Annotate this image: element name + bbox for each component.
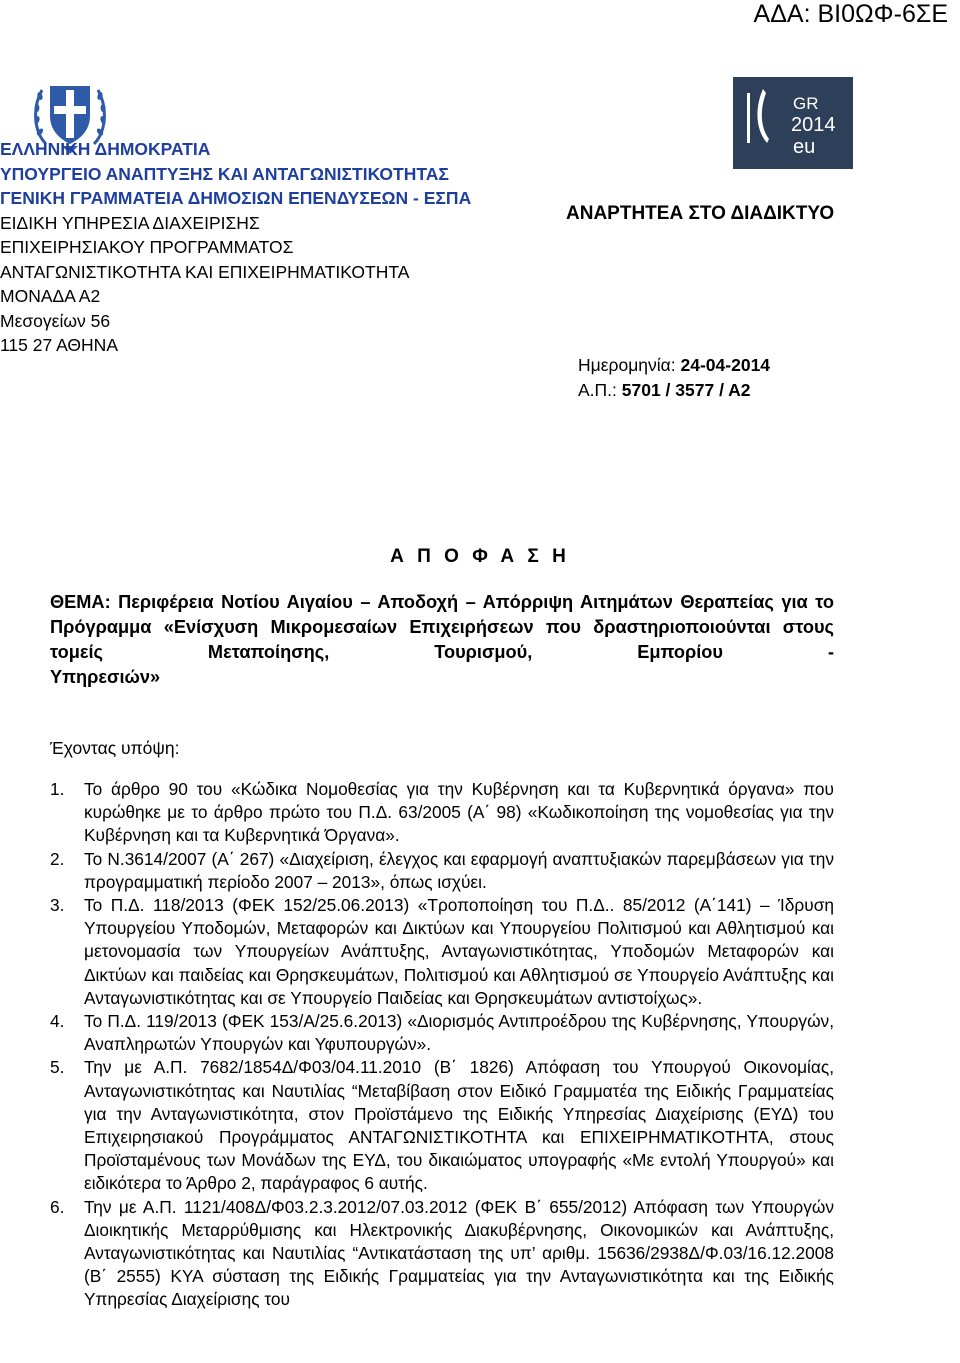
issuing-authority-block — [0, 137, 560, 358]
item-number: 5. — [50, 1057, 65, 1078]
authority-line: ΕΛΛΗΝΙΚΗ ΔΗΜΟΚΡΑΤΙΑ — [0, 139, 211, 159]
ada-code: ΑΔΑ: ΒΙ0ΩΦ-6ΣΕ — [753, 0, 948, 28]
decision-title: Α Π Ο Φ Α Σ Η — [390, 546, 570, 567]
item-number: 3. — [50, 895, 65, 916]
item-text: Το άρθρο 90 του «Κώδικα Νομοθεσίας για την Κυβέρνηση και τα Κυβερνητικά όργανα» που κυρώθηκε με το άρθρο πρώτο του Π.Δ. 63/2005 (Α΄ 98) «Κωδικοποίηση της νομοθεσίας για την Κυβέρνηση και τα Κυβερνητικά Όργανα». — [84, 779, 834, 846]
address-line: 115 27 ΑΘΗΝΑ — [0, 335, 118, 355]
decision-subject — [50, 590, 834, 690]
protocol-row — [578, 378, 770, 403]
item-number: 2. — [50, 848, 65, 869]
protocol-label: Α.Π.: — [578, 380, 622, 400]
document-meta — [578, 353, 770, 403]
address-line: Μεσογείων 56 — [0, 310, 111, 331]
list-item — [50, 1196, 834, 1312]
item-text: Την με Α.Π. 1121/408Δ/Φ03.2.3.2012/07.03.2012 (ΦΕΚ Β΄ 655/2012) Απόφαση των Υπουργών Διοικητικής Μεταρρύθμισης και Ηλεκτρονικής Διακυβέρνησης, Οικονομικών και Ανάπτυξης, Ανταγωνιστικότητας και Ναυτιλίας “Αντικατάσταση της υπ’ αριθμ. 15636/2938Δ/Φ.03/16.12.2008 (Β΄ 2555) ΚΥΑ σύσταση της Ειδικής Γραμματείας για την Ανταγωνιστικότητα και της Ειδικής Υπηρεσίας Διαχείρισης του — [84, 1196, 834, 1310]
eu-logo-eu: eu — [793, 136, 816, 158]
considerations-list — [50, 778, 834, 1312]
item-text: Το Ν.3614/2007 (Α΄ 267) «Διαχείριση, έλεγχος και εφαρμογή αναπτυξιακών παρεμβάσεων για την προγραμματική περίοδο 2007 – 2013», όπως ισχύει. — [84, 848, 834, 892]
item-text: Το Π.Δ. 119/2013 (ΦΕΚ 153/Α/25.6.2013) «Διορισμός Αντιπροέδρου της Κυβέρνησης, Υπουργών, Αναπληρωτών Υπουργών και Υφυπουργών». — [84, 1011, 834, 1055]
item-number: 4. — [50, 1011, 65, 1032]
date-value: 24-04-2014 — [680, 355, 771, 375]
subject-text: ΘΕΜΑ: Περιφέρεια Νοτίου Αιγαίου – Αποδοχή – Απόρριψη Αιτημάτων Θεραπείας για το Πρόγραμμα «Ενίσχυση Μικρομεσαίων Επιχειρήσεων που δραστηριοποιούνται στους τομείς Μεταποίησης, Τουρισμού, Εμπορίου - — [50, 592, 834, 662]
list-item — [50, 848, 834, 894]
date-row — [578, 353, 770, 378]
list-item — [50, 1056, 834, 1195]
authority-line: ΑΝΤΑΓΩΝΙΣΤΙΚΟΤΗΤΑ ΚΑΙ ΕΠΙΧΕΙΡΗΜΑΤΙΚΟΤΗΤΑ — [0, 261, 410, 282]
authority-line: ΥΠΟΥΡΓΕΙΟ ΑΝΑΠΤΥΞΗΣ ΚΑΙ ΑΝΤΑΓΩΝΙΣΤΙΚΟΤΗΤΑΣ — [0, 163, 449, 184]
list-item — [50, 894, 834, 1010]
authority-line: ΕΠΙΧΕΙΡΗΣΙΑΚΟΥ ΠΡΟΓΡΑΜΜΑΤΟΣ — [0, 237, 294, 257]
item-text: Το Π.Δ. 118/2013 (ΦΕΚ 152/25.06.2013) «Τροποποίηση του Π.Δ.. 85/2012 (Α΄141) – Ίδρυση Υπουργείου Υποδομών, Μεταφορών και Δικτύων και Υπουργείου Πολιτισμού και Αθλητισμού και μετονομασία των Υπουργείων Ανάπτυξης, Ανταγωνιστικότητας, Υποδομών Μεταφορών και Δικτύων και παιδείας και Θρησκευμάτων, Πολιτισμού και Αθλητισμού σε Υπουργείο Ανάπτυξης και Ανταγωνιστικότητας και σε Υπουργείο Παιδείας και Θρησκευμάτων αντιστοίχως». — [84, 895, 834, 1008]
subject-text-end: Υπηρεσιών» — [50, 667, 161, 687]
authority-line: ΓΕΝΙΚΗ ΓΡΑΜΜΑΤΕΙΑ ΔΗΜΟΣΙΩΝ ΕΠΕΝΔΥΣΕΩΝ - ΕΣΠΑ — [0, 188, 472, 208]
item-number: 6. — [50, 1196, 65, 1217]
gr-2014-eu-logo — [733, 77, 853, 169]
publish-online-notice: ΑΝΑΡΤΗΤΕΑ ΣΤΟ ΔΙΑΔΙΚΤΥΟ — [566, 203, 835, 224]
list-item — [50, 1010, 834, 1056]
authority-line: ΕΙΔΙΚΗ ΥΠΗΡΕΣΙΑ ΔΙΑΧΕΙΡΙΣΗΣ — [0, 212, 260, 233]
date-label: Ημερομηνία: — [578, 355, 681, 375]
item-number: 1. — [50, 779, 65, 799]
considering-heading: Έχοντας υπόψη: — [50, 738, 180, 758]
authority-line: ΜΟΝΑΔΑ Α2 — [0, 286, 101, 306]
eu-logo-gr: GR — [793, 94, 819, 113]
eu-logo-year: 2014 — [791, 114, 836, 136]
protocol-value: 5701 / 3577 / Α2 — [621, 380, 751, 400]
list-item — [50, 778, 834, 848]
item-text: Την με Α.Π. 7682/1854Δ/Φ03/04.11.2010 (Β΄ 1826) Απόφαση του Υπουργού Οικονομίας, Ανταγωνιστικότητας και Ναυτιλίας “Μεταβίβαση στον Ειδικό Γραμματέα της Ειδικής Γραμματείας για την Ανταγωνιστικότητα, στον Προϊστάμενο της Ειδικής Υπηρεσίας Διαχείρισης (ΕΥΔ) του Επιχειρησιακού Προγράμματος ΑΝΤΑΓΩΝΙΣΤΙΚΟΤΗΤΑ και ΕΠΙΧΕΙΡΗΜΑΤΙΚΟΤΗΤΑ, στους Προϊσταμένους των Μονάδων της ΕΥΔ, του δικαιώματος υπογραφής «Με εντολή Υπουργού» και ειδικότερα το Άρθρο 2, παράγραφος 6 αυτής. — [84, 1057, 834, 1194]
